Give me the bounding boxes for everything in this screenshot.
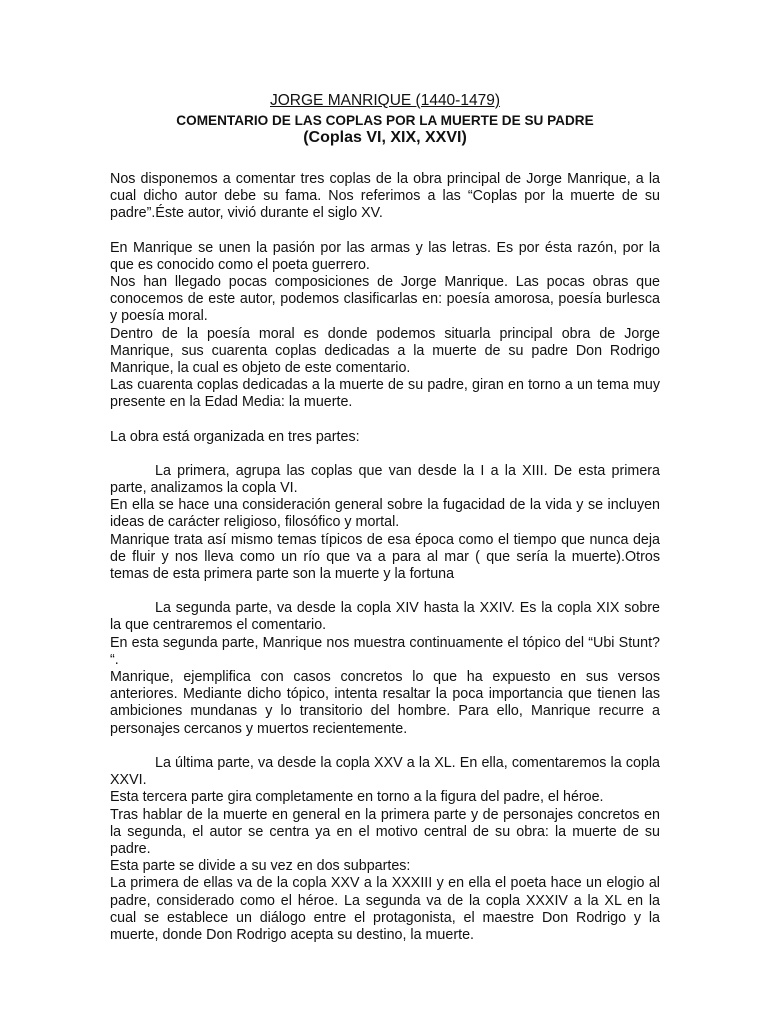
spacer: [110, 147, 660, 171]
paragraph-ejemplifica: Manrique, ejemplifica con casos concretos lo que ha expuesto en sus versos anteriores. Mediante dicho tópico, intenta resaltar la poca importancia que tienen las ambiciones mundanas y lo transitorio del hombre. Para ello, Manrique recurre a personajes cercanos y muertos recientemente.: [110, 669, 660, 737]
paragraph-fugacidad: En ella se hace una consideración general sobre la fugacidad de la vida y se incluyen ideas de carácter religioso, filosófico y mortal.: [110, 497, 660, 531]
paragraph-temas-tipicos: Manrique trata así mismo temas típicos de esa época como el tiempo que nunca deja de fluir y nos lleva como un río que va a para al mar ( que sería la muerte).Otros temas de esta primera parte son la muerte y la fortuna: [110, 531, 660, 583]
spacer: [110, 412, 660, 429]
paragraph-composiciones: Nos han llegado pocas composiciones de Jorge Manrique. Las pocas obras que conocemos de este autor, podemos clasificarlas en: poesía amorosa, poesía burlesca y poesía moral.: [110, 274, 660, 325]
paragraph-segunda-parte: La segunda parte, va desde la copla XIV hasta la XXIV. Es la copla XIX sobre la que centraremos el comentario.: [110, 600, 660, 634]
paragraph-ubi-sunt: En esta segunda parte, Manrique nos muestra continuamente el tópico del “Ubi Stunt? “.: [110, 634, 660, 668]
paragraph-armas-letras: En Manrique se unen la pasión por las armas y las letras. Es por ésta razón, por la que es conocido como el poeta guerrero.: [110, 239, 660, 273]
paragraph-motivo-central: Tras hablar de la muerte en general en la primera parte y de personajes concretos en la segunda, el autor se centra ya en el motivo central de su obra: la muerte de su padre.: [110, 806, 660, 857]
document-page: [110, 92, 660, 944]
paragraph-organizacion: La obra está organizada en tres partes:: [110, 428, 360, 445]
document-subtitle-coplas: (Coplas VI, XIX, XXVI): [303, 129, 467, 146]
paragraph-ultima-parte: La última parte, va desde la copla XXV a la XL. En ella, comentaremos la copla XXVI.: [110, 754, 660, 789]
paragraph-poesia-moral: Dentro de la poesía moral es donde podemos situarla principal obra de Jorge Manrique, sus cuarenta coplas dedicadas a la muerte de su padre Don Rodrigo Manrique, la cual es objeto de este comentario.: [110, 325, 660, 377]
document-subtitle: COMENTARIO DE LAS COPLAS POR LA MUERTE DE SU PADRE: [176, 113, 594, 128]
spacer: [110, 583, 660, 600]
paragraph-intro: Nos disponemos a comentar tres coplas de la obra principal de Jorge Manrique, a la cual dicho autor debe su fama. Nos referimos a las “Coplas por la muerte de su padre”.Éste autor, vivió durante el siglo XV.: [110, 171, 660, 222]
spacer: [110, 223, 660, 240]
document-title: JORGE MANRIQUE (1440-1479): [270, 92, 500, 109]
paragraph-figura-padre: Esta tercera parte gira completamente en torno a la figura del padre, el héroe.: [110, 789, 604, 806]
paragraph-tema-muerte: Las cuarenta coplas dedicadas a la muerte de su padre, giran en torno a un tema muy presente en la Edad Media: la muerte.: [110, 377, 660, 411]
paragraph-elogio-dialogo: La primera de ellas va de la copla XXV a la XXXIII y en ella el poeta hace un elogio al padre, considerado como el héroe. La segunda va de la copla XXXIV a la XL en la cual se establece un diálogo entre el protagonista, el maestre Don Rodrigo y la muerte, donde Don Rodrigo acepta su destino, la muerte.: [110, 875, 660, 943]
spacer: [110, 446, 660, 463]
spacer: [110, 738, 660, 755]
paragraph-primera-parte: La primera, agrupa las coplas que van desde la I a la XIII. De esta primera parte, analizamos la copla VI.: [110, 462, 660, 497]
paragraph-subpartes: Esta parte se divide a su vez en dos subpartes:: [110, 858, 411, 875]
